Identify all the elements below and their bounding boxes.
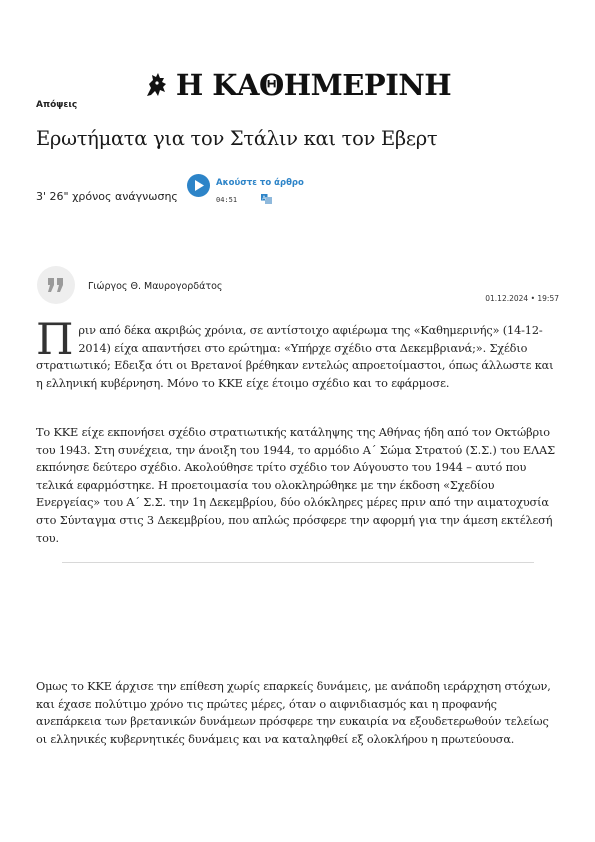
publish-date: 01.12.2024 • 19:57 — [485, 294, 559, 303]
paragraph-3: Ομως το ΚΚΕ άρχισε την επίθεση χωρίς επαρκείς δυνάμεις, με ανάποδη ιεράρχηση στόχων, και έχασε πολύτιμο χρόνο τις πρώτες μέρες, όταν ο αιφνιδιασμός και η προφανής ανεπάρκεια των βρετανικών δυνάμεων πρόσφερε την ευκαιρία να εξουδετερωθούν τελείως οι ελληνικές κυβερνητικές δυνάμεις και να καταληφθεί εξ ολοκλήρου η πρωτεύουσα. — [36, 680, 551, 746]
author-name[interactable]: Γιώργος Θ. Μαυρογορδάτος — [88, 281, 223, 292]
play-audio-button[interactable] — [187, 174, 210, 197]
svg-text:A: A — [262, 195, 266, 202]
paragraph-1-text: ριν από δέκα ακριβώς χρόνια, σε αντίστοιχο αφιέρωμα της «Καθημερινής» (14-12-2014) είχα απαντήσει στο ερώτημα: «Υπήρχε σχέδιο στα Δεκεμβριανά;». Σχέδιο στρατιωτικό; Εδειξα ότι οι Βρετανοί βρέθηκαν εντελώς απροετοίμαστοι, όπως άλλωστε και η ελληνική κυβέρνηση. Μόνο το ΚΚΕ είχε έτοιμο σχέδιο και το εφάρμοσε. — [36, 324, 554, 390]
audio-duration: 04:51 — [216, 196, 238, 204]
logo-text: Η ΚΑΘΗΜΕΡΙΝΗ — [175, 67, 452, 102]
divider — [62, 562, 534, 563]
listen-label[interactable]: Ακούστε το άρθρο — [216, 178, 304, 188]
quote-icon — [47, 278, 65, 292]
paragraph-1 — [36, 315, 560, 392]
author-avatar — [37, 266, 75, 304]
masthead[interactable] — [0, 67, 595, 102]
play-icon — [194, 180, 204, 191]
paragraph-2: Το ΚΚΕ είχε εκπονήσει σχέδιο στρατιωτικής κατάληψης της Αθήνας ήδη από τον Οκτώβριο του 1943. Στη συνέχεια, την άνοιξη του 1944, το αρμόδιο Α΄ Σώμα Στρατού (Σ.Σ.) του ΕΛΑΣ εκπόνησε δεύτερο σχέδιο. Ακολούθησε τρίτο σχέδιο τον Αύγουστο του 1944 – αυτό που τελικά εφαρμόστηκε. Η προετοιμασία του ολοκληρώθηκε με την έκδοση «Σχεδίου Ενεργείας» του Α΄ Σ.Σ. την 1η Δεκεμβρίου, δύο ολόκληρες μέρες πριν από την αιματοχυσία στο Σύνταγμα στις 3 Δεκεμβρίου, που απλώς πρόσφερε την αφορμή για την άμεση εκτέλεσή του. — [36, 426, 555, 545]
article-title: Ερωτήματα για τον Στάλιν και τον Εβερτ — [36, 127, 438, 150]
translate-icon[interactable] — [261, 194, 272, 204]
horseman-logo-icon — [144, 70, 170, 100]
drop-cap: Π — [36, 315, 74, 365]
read-time: 3' 26" χρόνος ανάγνωσης — [36, 190, 178, 203]
section-label[interactable]: Απόψεις — [36, 100, 78, 110]
